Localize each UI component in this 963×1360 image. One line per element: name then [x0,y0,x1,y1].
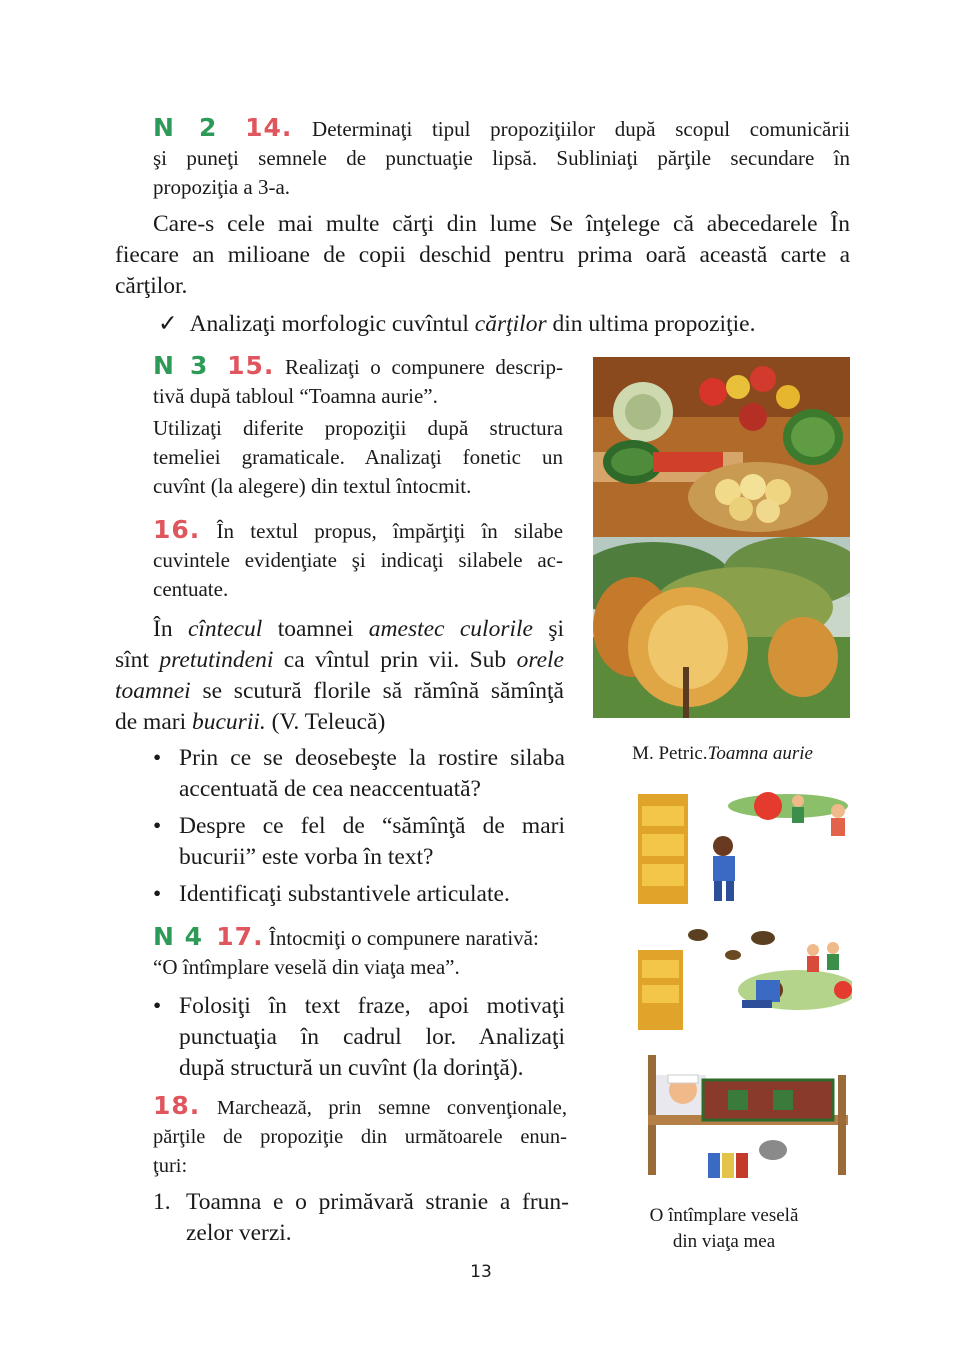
bullet-item: • Folosiţi în text fraze, apoi motivaţi punctuaţia în cadrul lor. Analizaţi după structură un cuvînt (la dorinţă). [153,993,565,1081]
level-badge: N 2 [153,113,218,142]
item-index: 1. [153,1189,171,1215]
task-number: 15. [227,351,275,380]
task-text: Determinaţi tipul propoziţiilor după scopul comunicării [312,117,851,141]
bullet-item: • Prin ce se deosebeşte la rostire silaba accentuată de cea neaccentuată? [153,745,565,802]
task-number: 14. [245,113,293,142]
painting-toamna-aurie [593,357,850,718]
caption-painting [590,741,855,767]
task-14 [153,113,850,202]
task-17: N 4 17. Întocmiţi o compunere narativă: “O întîmplare veselă din viaţa mea”. [153,922,539,979]
bullet-icon: • [153,881,162,907]
bullet-icon: • [153,813,162,839]
bullet-item: • Identificaţi substantivele articulate. [153,879,565,910]
checkmark-icon: ✓ [158,311,178,337]
caption-title: Toamna aurie [707,743,813,764]
level-badge: N 4 [153,922,204,951]
task-18: 18. Marchează, prin semne convenţionale, părţile de propoziţie din următoarele enun- ţuri: [153,1091,567,1177]
page-number: 13 [470,1262,492,1282]
task-text: propoziţia a 3-a. [153,175,291,199]
poem-excerpt: În cîntecul toamnei amestec culorile şi sînt pretutindeni ca vîntul prin vii. Sub orele toamnei se scutură florile să rămînă sămînţă de mari bucurii. (V. Teleucă) [115,616,564,735]
illustration-kids-ball [638,786,852,904]
bullet-icon: • [153,745,162,771]
task-number: 16. [153,515,201,544]
task-15: N 3 15. Realizaţi o compunere descrip- tivă după tabloul “Toamna aurie”. Utilizaţi diferite propoziţii după structura temeliei gramaticale. Analizaţi fonetic un cuvînt (la alegere) din textul întocmit. [153,351,564,498]
bullet-icon: • [153,993,162,1019]
exercise-paragraph: Care-s cele mai multe cărţi din lume Se înţelege că abecedarele În fiecare an milioane de copii deschid pentru prima oară această carte a cărţilor. [115,211,850,299]
illustration-bees [638,920,852,1032]
numbered-item: 1. Toamna e o primăvară stranie a frun- zelor verzi. [153,1189,569,1246]
task-number: 18. [153,1091,201,1120]
bullet-item: • Despre ce fel de “sămînţă de mari bucurii” este vorba în text? [153,813,565,870]
caption-author: M. Petric. [632,743,708,764]
caption-illustration: O întîmplare veselă din viaţa mea [649,1205,799,1252]
check-item: ✓ Analizaţi morfologic cuvîntul cărţilor din ultima propoziţie. [158,311,756,337]
illustration-boy-in-bed [648,1055,848,1182]
task-16: 16. În textul propus, împărţiţi în silabe cuvintele evidenţiate şi indicaţi silabele ac- centuate. [153,515,564,601]
task-text: şi puneţi semnele de punctuaţie lipsă. Subliniaţi părţile secundare în [153,146,850,170]
task-number: 17. [216,922,264,951]
level-badge: N 3 [153,351,209,380]
